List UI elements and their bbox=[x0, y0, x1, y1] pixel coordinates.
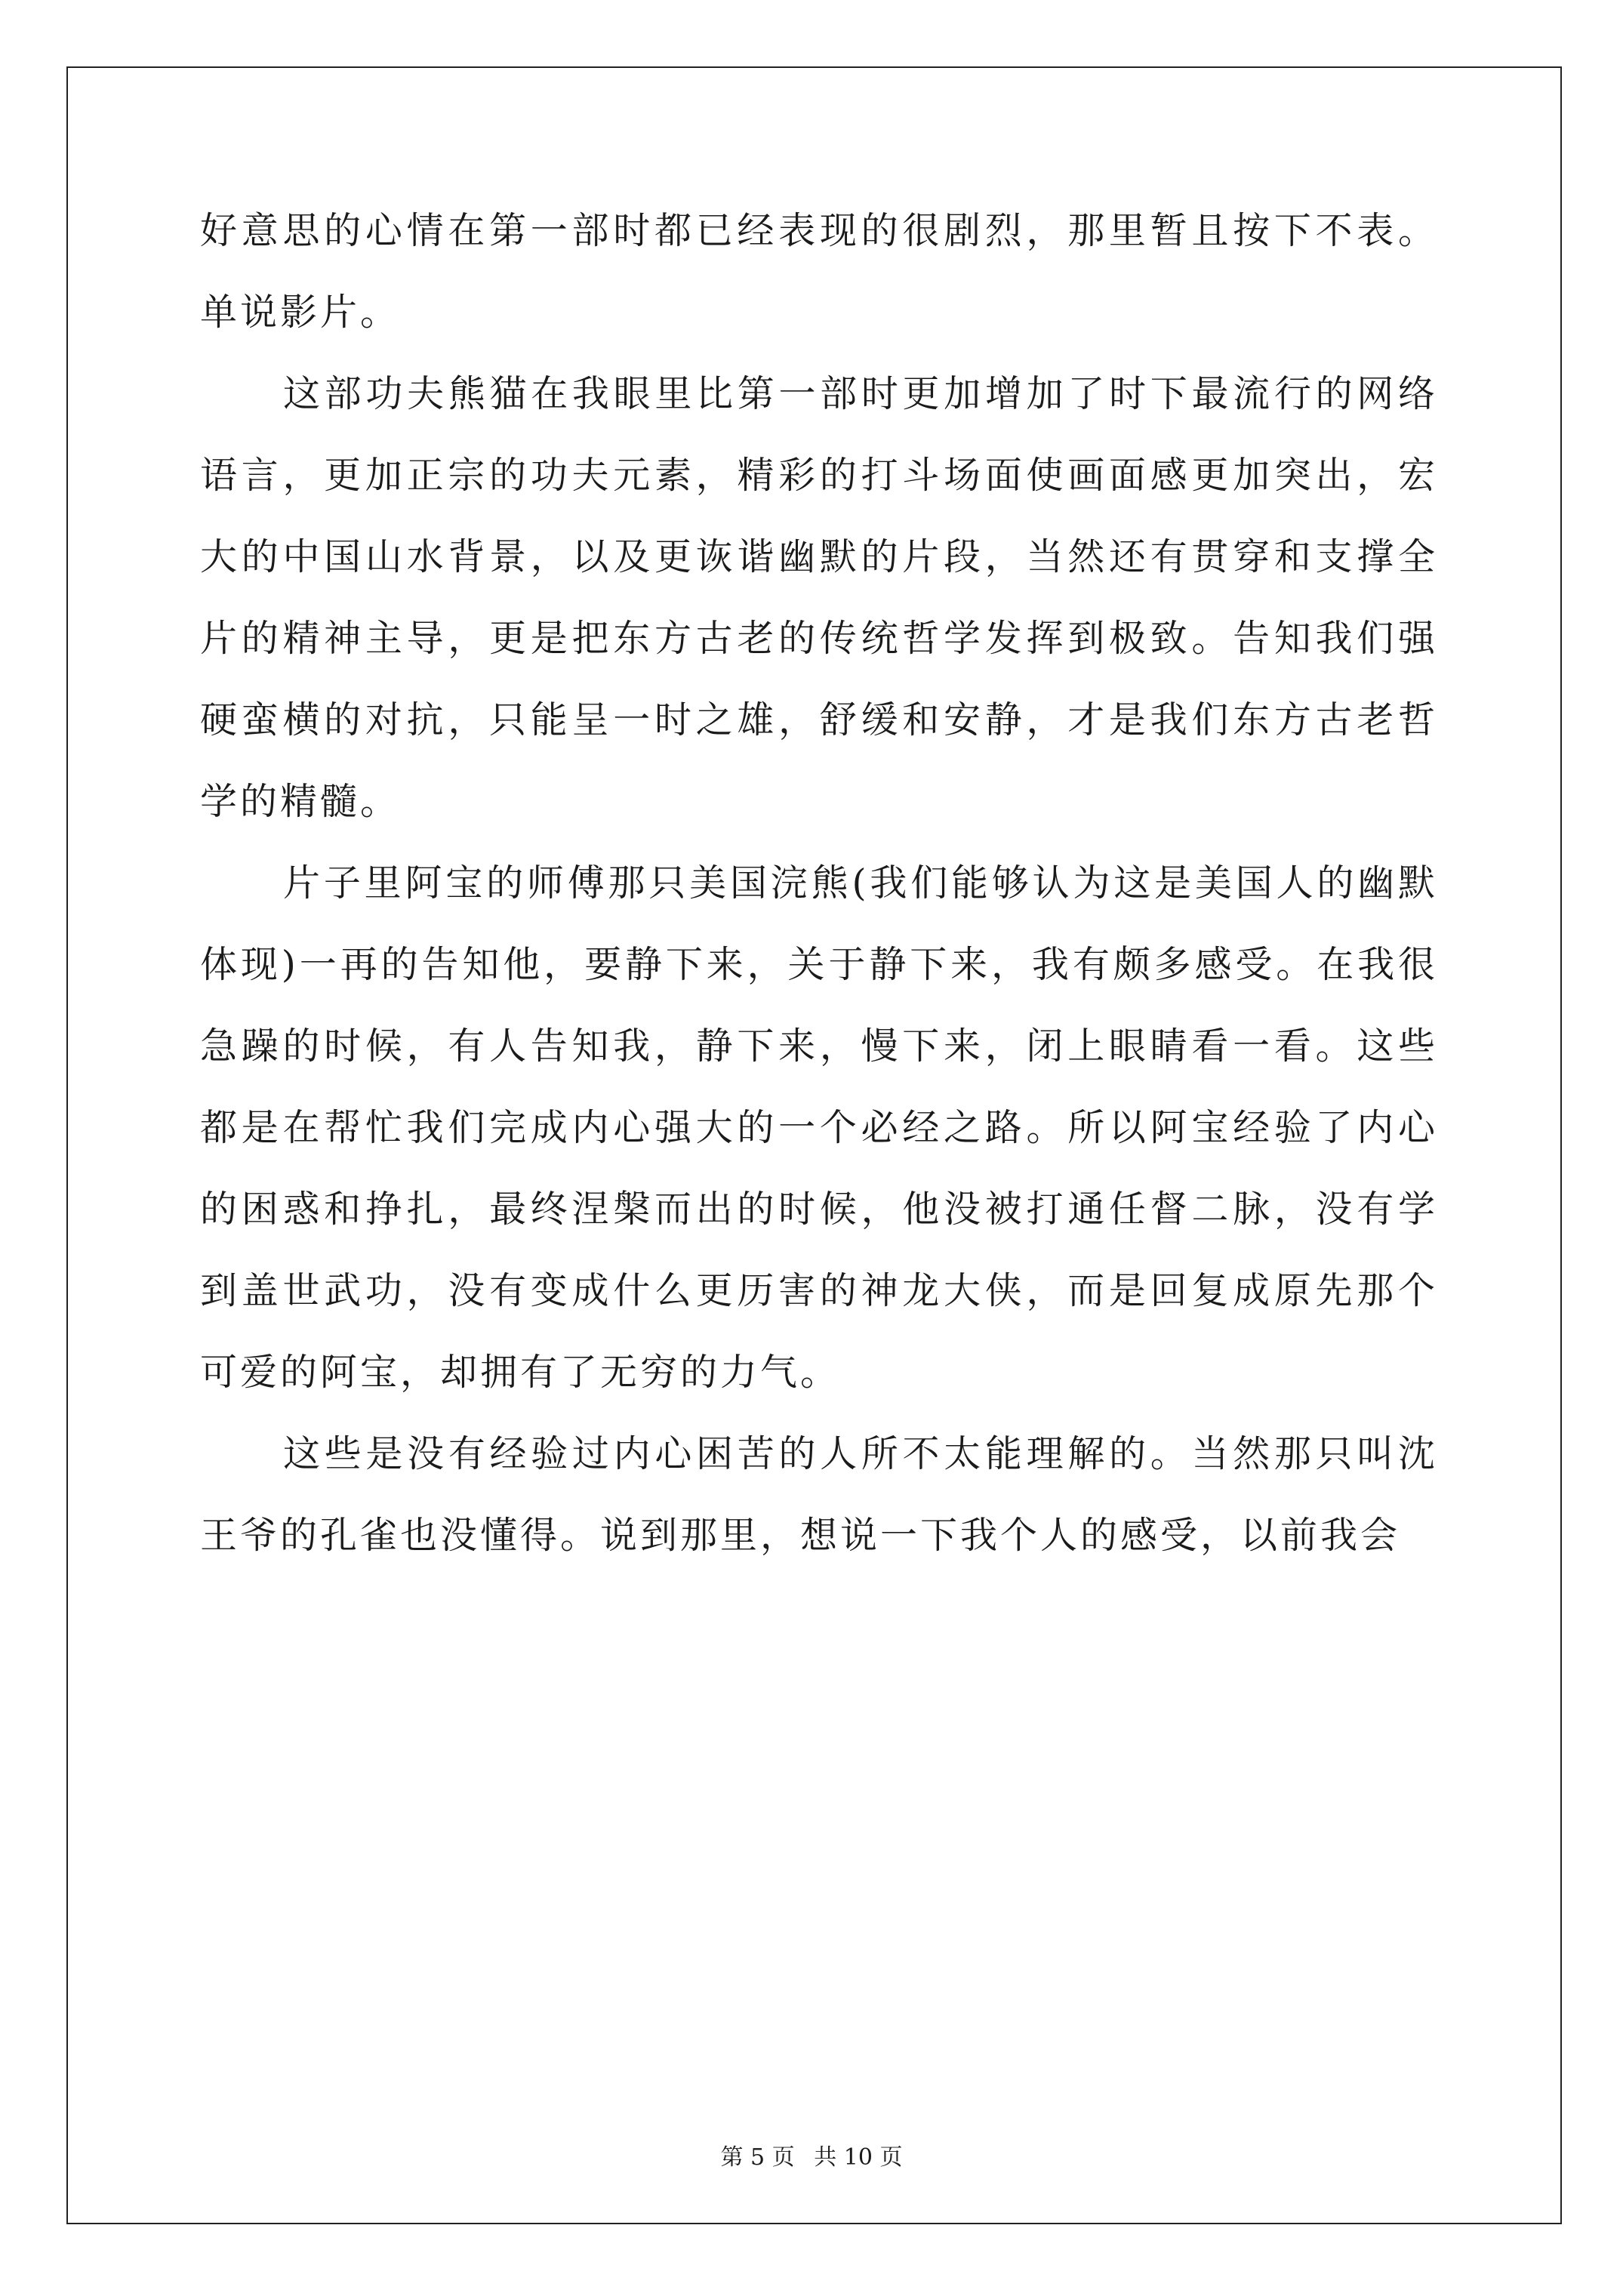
paragraph-2: 这部功夫熊猫在我眼里比第一部时更加增加了时下最流行的网络语言，更加正宗的功夫元素，精彩的打斗场面使画面感更加突出，宏大的中国山水背景，以及更诙谐幽默的片段，当然还有贯穿和支撑全片的精神主导，更是把东方古老的传统哲学发挥到极致。告知我们强硬蛮横的对抗，只能呈一时之雄，舒缓和安静，才是我们东方古老哲学的精髓。 bbox=[200, 372, 1438, 823]
page-total: 共 10 页 bbox=[814, 2144, 903, 2171]
page-footer bbox=[0, 2138, 1623, 2171]
page-number: 第 5 页 bbox=[720, 2144, 795, 2171]
paragraph-3: 片子里阿宝的师傅那只美国浣熊(我们能够认为这是美国人的幽默体现)一再的告知他，要静下来，关于静下来，我有颇多感受。在我很急躁的时候，有人告知我，静下来，慢下来，闭上眼睛看一看。这些都是在帮忙我们完成内心强大的一个必经之路。所以阿宝经验了内心的困惑和挣扎，最终涅槃而出的时候，他没被打通任督二脉，没有学到盖世武功，没有变成什么更历害的神龙大侠，而是回复成原先那个可爱的阿宝，却拥有了无穷的力气。 bbox=[200, 861, 1438, 1394]
document-body bbox=[200, 190, 1438, 1576]
paragraph-4: 这些是没有经验过内心困苦的人所不太能理解的。当然那只叫沈王爷的孔雀也没懂得。说到那里，想说一下我个人的感受，以前我会 bbox=[200, 1432, 1438, 1557]
paragraph-1: 好意思的心情在第一部时都已经表现的很剧烈，那里暂且按下不表。单说影片。 bbox=[200, 209, 1438, 334]
